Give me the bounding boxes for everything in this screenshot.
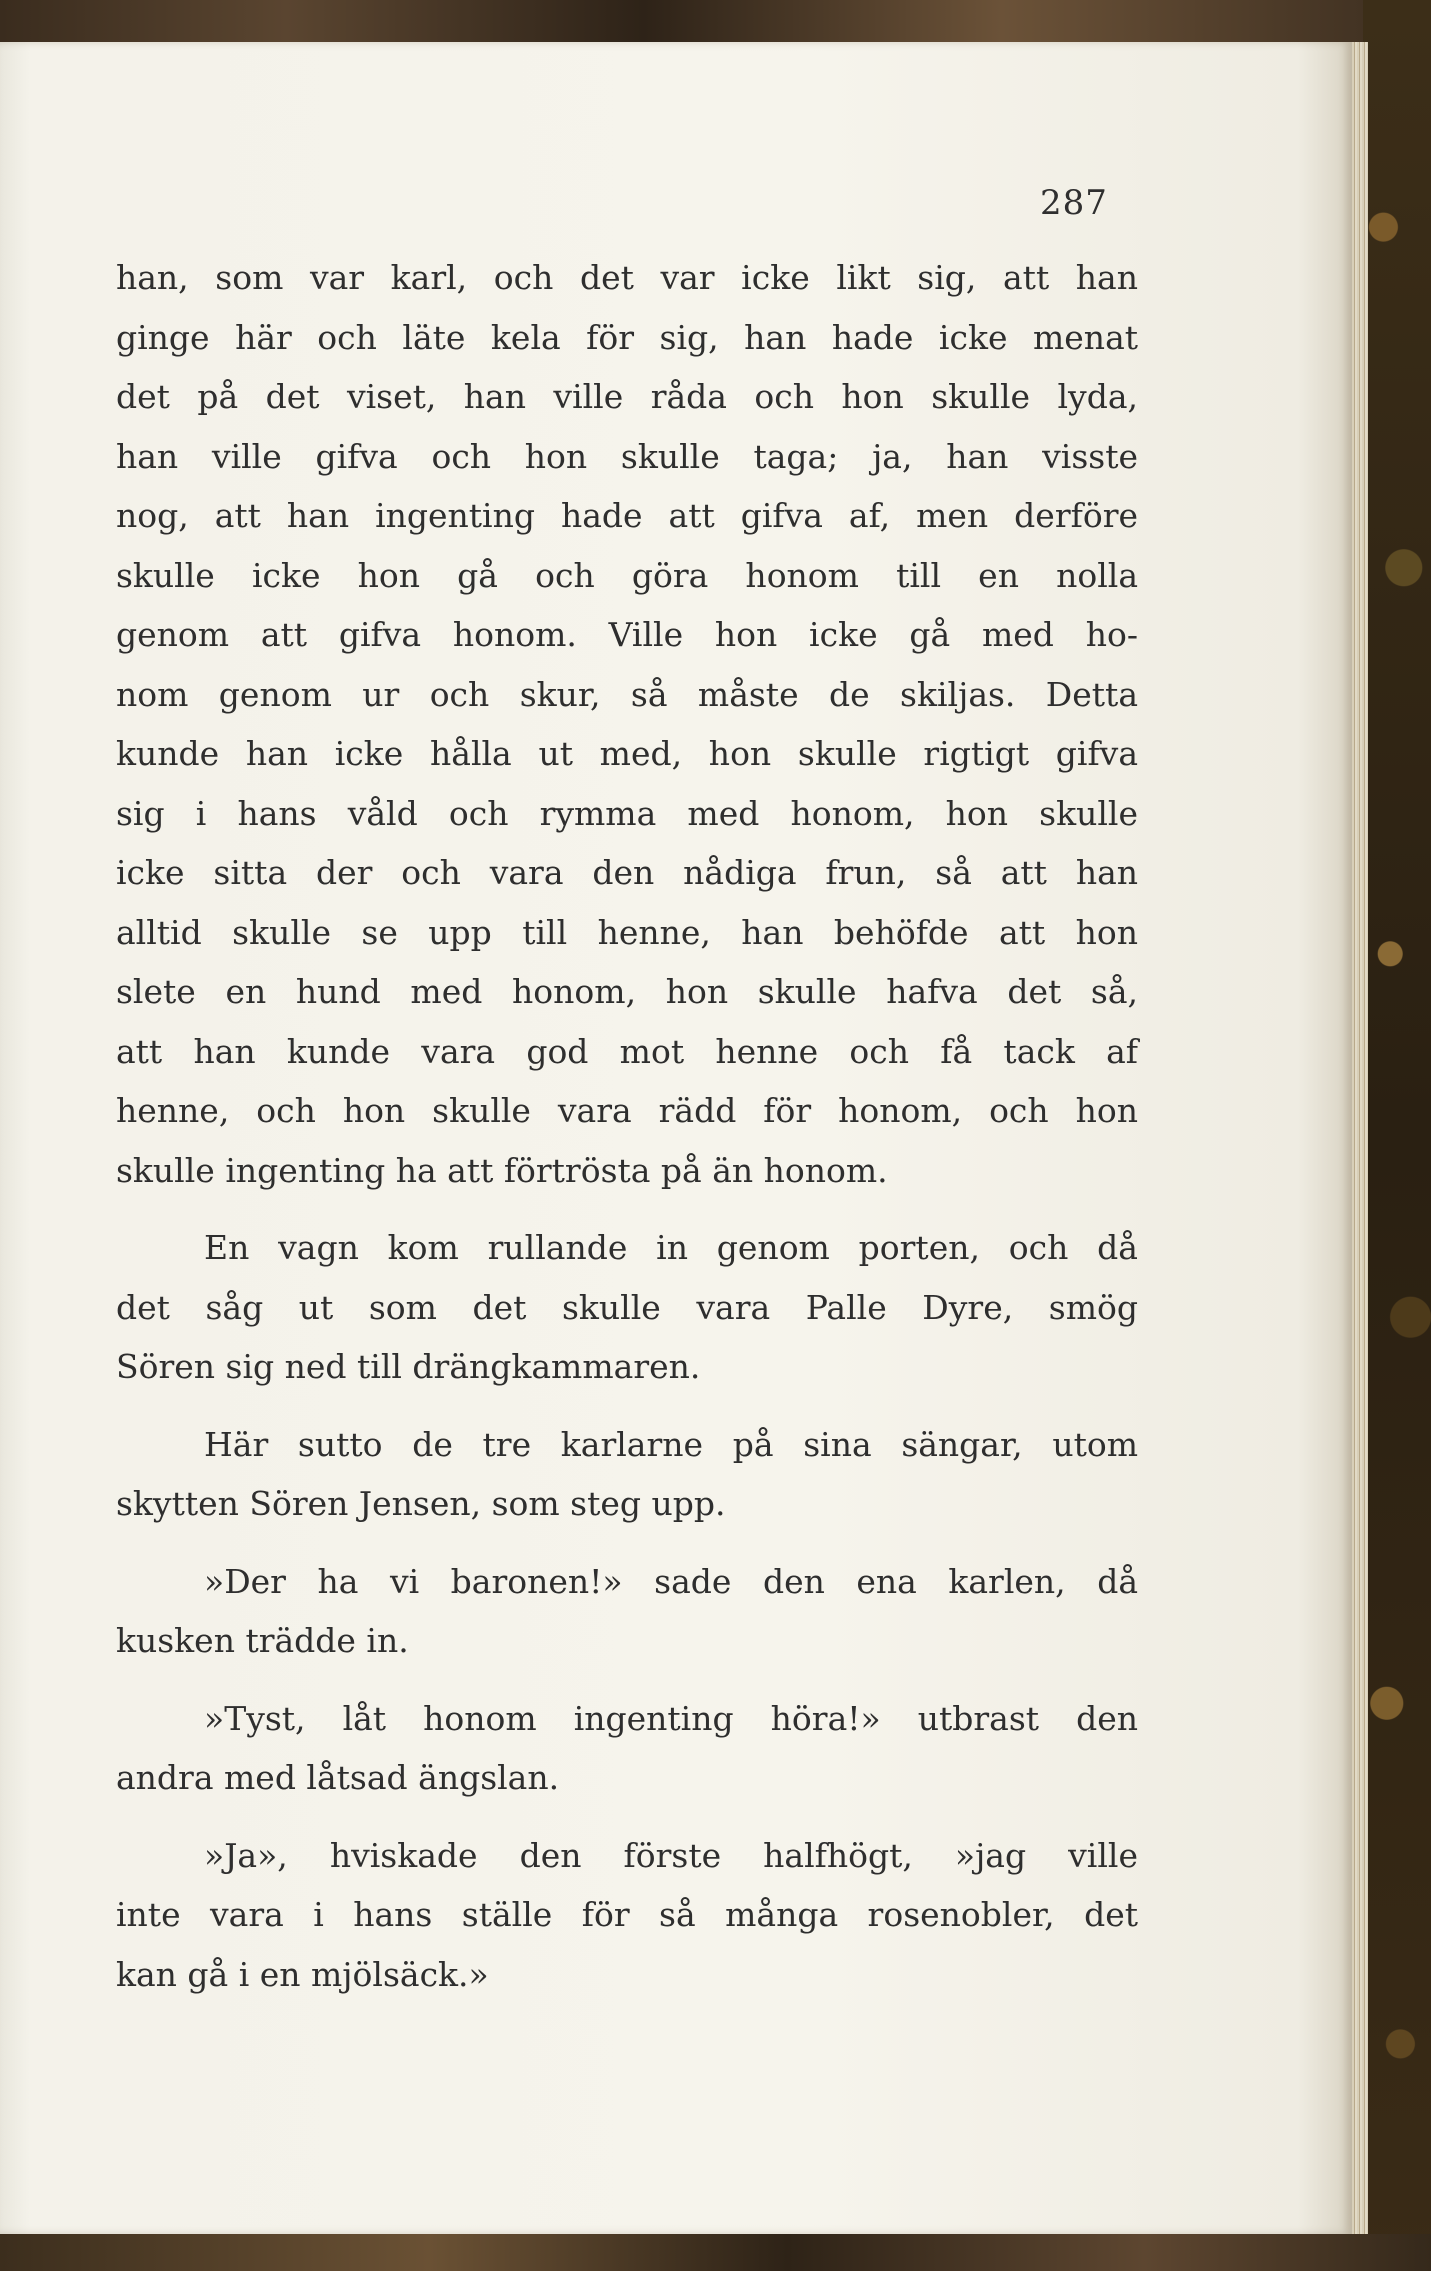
text-line: ginge här och läte kela för sig, han hade icke menat [116,317,1138,357]
text-line: kan gå i en mjölsäck.» [116,1954,489,1994]
text-line: skytten Sören Jensen, som steg upp. [116,1484,726,1523]
text-line: skulle ingenting ha att förtrösta på än honom. [116,1150,888,1190]
paragraph-5 [116,1689,1138,1808]
text-line: slete en hund med honom, hon skulle hafva det så, [116,972,1138,1011]
text-line: »Der ha vi baronen!» sade den ena karlen, då [204,1561,1138,1601]
book-top-edge [0,0,1431,46]
text-line: »Tyst, låt honom ingenting höra!» utbrast den [204,1698,1138,1738]
text-line: genom att gifva honom. Ville hon icke gå med ho- [116,615,1138,654]
text-line: Här sutto de tre karlarne på sina sängar, utom [204,1424,1138,1464]
text-line: han ville gifva och hon skulle taga; ja, han visste [116,436,1138,476]
text-line: henne, och hon skulle vara rädd för honom, och hon [116,1091,1138,1130]
text-line: det såg ut som det skulle vara Palle Dyre, smög [116,1287,1138,1327]
paragraph-1 [116,248,1138,1200]
text-line: att han kunde vara god mot henne och få tack af [116,1031,1138,1071]
text-line: det på det viset, han ville råda och hon skulle lyda, [116,377,1138,416]
text-line: »Ja», hviskade den förste halfhögt, »jag ville [204,1835,1138,1875]
text-line: han, som var karl, och det var icke likt sig, att han [116,258,1138,297]
text-line: inte vara i hans ställe för så många rosenobler, det [116,1895,1138,1934]
text-line: skulle icke hon gå och göra honom till en nolla [116,555,1138,595]
marbled-cover-edge [1363,0,1431,2271]
text-line: kusken trädde in. [116,1621,409,1660]
paragraph-6 [116,1826,1138,2005]
text-line: andra med låtsad ängslan. [116,1758,560,1797]
text-line: alltid skulle se upp till henne, han behöfde att hon [116,912,1138,952]
text-line: kunde han icke hålla ut med, hon skulle rigtigt gifva [116,734,1138,773]
paragraph-3 [116,1415,1138,1534]
page-number: 287 [1040,183,1108,223]
text-line: nog, att han ingenting hade att gifva af, men derföre [116,496,1138,535]
book-bottom-edge [0,2234,1431,2271]
text-line: En vagn kom rullande in genom porten, och då [204,1228,1138,1267]
paragraph-4 [116,1552,1138,1671]
text-line: nom genom ur och skur, så måste de skiljas. Detta [116,674,1138,714]
text-line: icke sitta der och vara den nådiga frun, så att han [116,853,1138,892]
paragraph-2 [116,1218,1138,1397]
text-line: Sören sig ned till drängkammaren. [116,1347,701,1386]
page-stack-edge [1352,42,1368,2234]
body-text [116,248,1138,2004]
text-line: sig i hans våld och rymma med honom, hon skulle [116,793,1138,833]
